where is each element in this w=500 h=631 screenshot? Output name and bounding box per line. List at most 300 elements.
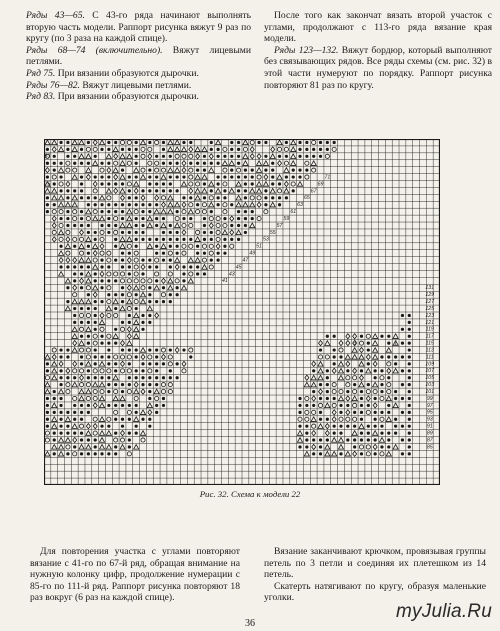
chart-symbol-triangle: [140, 299, 145, 304]
chart-symbol-dot: [346, 369, 349, 372]
chart-symbol-dot: [87, 369, 90, 372]
chart-symbol-diamond: [216, 244, 220, 249]
chart-symbol-triangle: [318, 375, 323, 380]
chart-symbol-triangle: [79, 140, 84, 145]
chart-symbol-dot: [73, 224, 76, 227]
chart-symbol-circle: [264, 210, 268, 214]
chart-symbol-dot: [73, 321, 76, 324]
chart-symbol-circle: [73, 396, 77, 400]
chart-symbol-circle: [277, 147, 281, 151]
chart-symbol-diamond: [121, 361, 125, 366]
chart-symbol-triangle: [99, 216, 104, 221]
chart-symbol-circle: [73, 452, 77, 456]
chart-symbol-circle: [86, 383, 90, 387]
chart-symbol-circle: [202, 203, 206, 207]
chart-symbol-triangle: [284, 168, 289, 173]
chart-symbol-dot: [251, 210, 254, 213]
chart-symbol-dot: [73, 279, 76, 282]
chart-symbol-dot: [94, 155, 97, 158]
chart-symbol-triangle: [99, 382, 104, 387]
chart-symbol-diamond: [278, 161, 282, 166]
chart-symbol-triangle: [93, 216, 98, 221]
row-number-label: 119: [425, 326, 434, 333]
chart-symbol-diamond: [366, 354, 370, 359]
chart-symbol-diamond: [100, 313, 104, 318]
chart-symbol-triangle: [263, 182, 268, 187]
chart-symbol-dot: [333, 432, 336, 435]
chart-symbol-circle: [223, 182, 227, 186]
chart-symbol-dot: [346, 438, 349, 441]
chart-symbol-dot: [162, 148, 165, 151]
chart-symbol-dot: [107, 224, 110, 227]
chart-symbol-triangle: [277, 140, 282, 145]
chart-symbol-circle: [127, 140, 131, 144]
chart-symbol-triangle: [304, 451, 309, 456]
chart-symbol-dot: [121, 210, 124, 213]
chart-symbol-dot: [114, 418, 117, 421]
chart-symbol-circle: [305, 175, 309, 179]
chart-symbol-dot: [360, 369, 363, 372]
chart-symbol-triangle: [338, 362, 343, 367]
chart-symbol-dot: [94, 321, 97, 324]
row-number-label: 89: [426, 430, 433, 437]
chart-symbol-triangle: [113, 168, 118, 173]
chart-symbol-dot: [312, 155, 315, 158]
chart-symbol-dot: [148, 376, 151, 379]
chart-symbol-circle: [120, 438, 124, 442]
chart-symbol-dot: [46, 362, 49, 365]
chart-symbol-triangle: [58, 251, 63, 256]
chart-symbol-triangle: [58, 202, 63, 207]
chart-symbol-circle: [79, 313, 83, 317]
chart-symbol-dot: [244, 196, 247, 199]
chart-symbol-dot: [135, 175, 138, 178]
chart-symbol-triangle: [79, 389, 84, 394]
chart-symbol-dot: [100, 335, 103, 338]
chart-symbol-dot: [128, 362, 131, 365]
chart-symbol-dot: [114, 245, 117, 248]
chart-symbol-dot: [353, 411, 356, 414]
chart-symbol-circle: [66, 445, 70, 449]
chart-symbol-circle: [366, 445, 370, 449]
chart-symbol-circle: [134, 272, 138, 276]
chart-symbol-dot: [59, 418, 62, 421]
paragraph-text: При вязании образуются дырочки.: [55, 67, 199, 79]
chart-symbol-dot: [367, 348, 370, 351]
chart-symbol-dot: [319, 411, 322, 414]
chart-symbol-dot: [312, 390, 315, 393]
chart-symbol-triangle: [332, 451, 337, 456]
chart-symbol-triangle: [134, 168, 139, 173]
chart-symbol-dot: [298, 148, 301, 151]
chart-symbol-dot: [203, 196, 206, 199]
chart-symbol-circle: [127, 452, 131, 456]
chart-symbol-circle: [120, 272, 124, 276]
chart-symbol-dot: [73, 432, 76, 435]
chart-symbol-dot: [80, 355, 83, 358]
chart-symbol-dot: [128, 404, 131, 407]
chart-symbol-diamond: [52, 147, 56, 152]
chart-symbol-triangle: [195, 175, 200, 180]
chart-symbol-dot: [135, 155, 138, 158]
chart-symbol-circle: [168, 389, 172, 393]
chart-symbol-dot: [100, 452, 103, 455]
chart-symbol-dot: [387, 438, 390, 441]
chart-symbol-dot: [135, 217, 138, 220]
chart-symbol-dot: [217, 182, 220, 185]
chart-symbol-dot: [210, 162, 213, 165]
chart-symbol-dot: [339, 432, 342, 435]
chart-symbol-circle: [107, 417, 111, 421]
chart-symbol-diamond: [73, 285, 77, 290]
chart-symbol-dot: [100, 175, 103, 178]
chart-symbol-diamond: [100, 271, 104, 276]
chart-symbol-dot: [53, 411, 56, 414]
chart-symbol-dot: [94, 196, 97, 199]
chart-symbol-dot: [182, 196, 185, 199]
chart-symbol-triangle: [325, 451, 330, 456]
chart-symbol-dot: [285, 141, 288, 144]
chart-symbol-dot: [278, 196, 281, 199]
chart-symbol-dot: [87, 293, 90, 296]
chart-symbol-triangle: [175, 147, 180, 152]
chart-symbol-circle: [359, 341, 363, 345]
chart-symbol-dot: [114, 342, 117, 345]
chart-symbol-dot: [339, 404, 342, 407]
chart-symbol-circle: [223, 210, 227, 214]
chart-symbol-dot: [141, 238, 144, 241]
chart-symbol-dot: [408, 404, 411, 407]
chart-symbol-triangle: [140, 431, 145, 436]
chart-symbol-triangle: [58, 272, 63, 277]
chart-symbol-triangle: [140, 410, 145, 415]
chart-symbol-dot: [394, 362, 397, 365]
chart-symbol-triangle: [65, 244, 70, 249]
chart-symbol-dot: [380, 383, 383, 386]
chart-symbol-dot: [203, 169, 206, 172]
chart-symbol-triangle: [106, 445, 111, 450]
chart-symbol-dot: [264, 169, 267, 172]
chart-symbol-dot: [141, 314, 144, 317]
chart-symbol-dot: [148, 175, 151, 178]
chart-symbol-dot: [73, 189, 76, 192]
chart-symbol-diamond: [134, 188, 138, 193]
chart-symbol-dot: [237, 210, 240, 213]
chart-symbol-triangle: [311, 161, 316, 166]
chart-symbol-triangle: [134, 285, 139, 290]
chart-symbol-dot: [346, 404, 349, 407]
chart-symbol-dot: [121, 286, 124, 289]
chart-symbol-triangle: [99, 431, 104, 436]
chart-symbol-triangle: [120, 244, 125, 249]
chart-symbol-dot: [107, 175, 110, 178]
chart-symbol-dot: [66, 155, 69, 158]
chart-symbol-diamond: [114, 154, 118, 159]
chart-symbol-dot: [59, 425, 62, 428]
chart-symbol-circle: [114, 355, 118, 359]
chart-symbol-dot: [353, 383, 356, 386]
chart-symbol-dot: [114, 383, 117, 386]
chart-symbol-circle: [100, 230, 104, 234]
chart-symbol-circle: [155, 396, 159, 400]
chart-symbol-triangle: [202, 189, 207, 194]
chart-symbol-dot: [155, 411, 158, 414]
chart-symbol-dot: [155, 383, 158, 386]
chart-symbol-dot: [53, 203, 56, 206]
chart-symbol-dot: [121, 383, 124, 386]
chart-symbol-dot: [230, 238, 233, 241]
chart-symbol-dot: [223, 252, 226, 255]
chart-symbol-dot: [394, 397, 397, 400]
chart-symbol-dot: [333, 335, 336, 338]
chart-symbol-dot: [87, 321, 90, 324]
chart-symbol-dot: [312, 438, 315, 441]
chart-symbol-dot: [59, 245, 62, 248]
chart-symbol-dot: [210, 210, 213, 213]
chart-symbol-dot: [230, 148, 233, 151]
chart-symbol-triangle: [161, 175, 166, 180]
chart-symbol-dot: [305, 425, 308, 428]
chart-symbol-dot: [374, 425, 377, 428]
chart-symbol-triangle: [72, 299, 77, 304]
chart-symbol-dot: [121, 182, 124, 185]
chart-symbol-dot: [128, 376, 131, 379]
chart-symbol-triangle: [256, 189, 261, 194]
chart-symbol-triangle: [58, 147, 63, 152]
chart-symbol-diamond: [312, 431, 316, 436]
chart-symbol-diamond: [175, 347, 179, 352]
chart-symbol-dot: [141, 210, 144, 213]
chart-symbol-dot: [135, 348, 138, 351]
chart-symbol-dot: [189, 355, 192, 358]
chart-symbol-dot: [148, 362, 151, 365]
chart-symbol-circle: [387, 389, 391, 393]
chart-symbol-dot: [169, 189, 172, 192]
chart-symbol-dot: [121, 293, 124, 296]
chart-symbol-circle: [73, 216, 77, 220]
chart-symbol-dot: [135, 162, 138, 165]
chart-symbol-circle: [120, 355, 124, 359]
chart-symbol-dot: [162, 259, 165, 262]
chart-symbol-diamond: [312, 444, 316, 449]
chart-symbol-dot: [148, 203, 151, 206]
chart-symbol-dot: [46, 404, 49, 407]
chart-symbol-triangle: [147, 244, 152, 249]
chart-symbol-diamond: [59, 361, 63, 366]
chart-symbol-dot: [312, 369, 315, 372]
chart-symbol-dot: [135, 411, 138, 414]
chart-symbol-dot: [360, 404, 363, 407]
chart-symbol-dot: [169, 182, 172, 185]
chart-symbol-dot: [128, 252, 131, 255]
row-number-label: 47: [242, 257, 249, 264]
chart-symbol-triangle: [366, 368, 371, 373]
chart-symbol-diamond: [134, 382, 138, 387]
chart-symbol-dot: [66, 425, 69, 428]
chart-symbol-dot: [148, 425, 151, 428]
chart-symbol-dot: [401, 369, 404, 372]
chart-symbol-triangle: [127, 223, 132, 228]
chart-symbol-diamond: [141, 264, 145, 269]
chart-symbol-triangle: [154, 389, 159, 394]
chart-symbol-dot: [73, 376, 76, 379]
chart-symbol-circle: [216, 237, 220, 241]
chart-symbol-circle: [380, 396, 384, 400]
chart-symbol-triangle: [134, 445, 139, 450]
chart-symbol-dot: [176, 293, 179, 296]
chart-symbol-triangle: [297, 438, 302, 443]
chart-symbol-dot: [162, 376, 165, 379]
chart-symbol-circle: [148, 161, 152, 165]
chart-symbol-dot: [73, 245, 76, 248]
chart-symbol-dot: [278, 203, 281, 206]
chart-symbol-dot: [339, 425, 342, 428]
chart-symbol-dot: [107, 279, 110, 282]
chart-symbol-circle: [346, 376, 350, 380]
chart-symbol-dot: [80, 175, 83, 178]
chart-symbol-dot: [162, 300, 165, 303]
chart-symbol-dot: [121, 265, 124, 268]
chart-symbol-triangle: [195, 195, 200, 200]
chart-symbol-dot: [401, 452, 404, 455]
chart-symbol-diamond: [155, 195, 159, 200]
chart-symbol-circle: [189, 203, 193, 207]
chart-symbol-circle: [380, 417, 384, 421]
chart-symbol-dot: [107, 348, 110, 351]
chart-symbol-circle: [114, 230, 118, 234]
chart-symbol-dot: [135, 404, 138, 407]
chart-symbol-dot: [135, 238, 138, 241]
chart-symbol-dot: [367, 438, 370, 441]
chart-symbol-triangle: [222, 230, 227, 235]
chart-symbol-dot: [217, 259, 220, 262]
chart-symbol-circle: [250, 140, 254, 144]
chart-symbol-dot: [203, 252, 206, 255]
chart-symbol-dot: [285, 155, 288, 158]
chart-symbol-triangle: [106, 306, 111, 311]
chart-symbol-dot: [73, 411, 76, 414]
chart-symbol-triangle: [311, 375, 316, 380]
chart-symbol-dot: [319, 452, 322, 455]
chart-symbol-dot: [73, 307, 76, 310]
chart-symbol-dot: [176, 376, 179, 379]
chart-symbol-circle: [93, 431, 97, 435]
chart-symbol-dot: [100, 210, 103, 213]
chart-symbol-dot: [298, 425, 301, 428]
chart-symbol-dot: [237, 155, 240, 158]
chart-symbol-circle: [134, 279, 138, 283]
chart-symbol-dot: [387, 404, 390, 407]
row-number-label: 113: [425, 347, 434, 354]
chart-symbol-triangle: [195, 258, 200, 263]
chart-symbol-circle: [100, 389, 104, 393]
chart-symbol-dot: [401, 328, 404, 331]
chart-symbol-dot: [94, 307, 97, 310]
row-number-label: 43: [228, 271, 235, 278]
chart-symbol-dot: [107, 231, 110, 234]
chart-symbol-triangle: [270, 189, 275, 194]
chart-symbol-dot: [196, 203, 199, 206]
chart-symbol-triangle: [393, 403, 398, 408]
chart-symbol-dot: [326, 335, 329, 338]
chart-symbol-triangle: [79, 258, 84, 263]
chart-symbol-dot: [394, 355, 397, 358]
chart-symbol-circle: [161, 168, 165, 172]
chart-symbol-dot: [189, 265, 192, 268]
chart-symbol-triangle: [147, 306, 152, 311]
chart-symbol-triangle: [134, 182, 139, 187]
chart-symbol-dot: [155, 182, 158, 185]
chart-symbol-triangle: [134, 389, 139, 394]
chart-symbol-dot: [87, 141, 90, 144]
chart-symbol-dot: [121, 418, 124, 421]
chart-symbol-triangle: [79, 445, 84, 450]
text-column-top-left: [26, 10, 251, 103]
chart-symbol-circle: [107, 196, 111, 200]
text-column-bottom-right: [264, 546, 486, 604]
chart-symbol-triangle: [188, 258, 193, 263]
chart-symbol-dot: [80, 182, 83, 185]
chart-symbol-circle: [73, 293, 77, 297]
chart-symbol-triangle: [93, 265, 98, 270]
row-number-label: 125: [425, 305, 435, 312]
chart-symbol-dot: [223, 217, 226, 220]
chart-symbol-dot: [367, 425, 370, 428]
chart-symbol-dot: [360, 411, 363, 414]
chart-symbol-circle: [312, 410, 316, 414]
chart-symbol-dot: [135, 148, 138, 151]
row-number-label: 67: [310, 188, 317, 195]
chart-symbol-diamond: [353, 334, 357, 339]
chart-symbol-triangle: [86, 272, 91, 277]
chart-symbol-dot: [128, 272, 131, 275]
chart-symbol-circle: [100, 168, 104, 172]
chart-symbol-dot: [182, 175, 185, 178]
chart-symbol-triangle: [338, 438, 343, 443]
chart-symbol-dot: [401, 355, 404, 358]
row-number-label: 57: [276, 222, 283, 229]
chart-symbol-circle: [59, 223, 63, 227]
chart-symbol-triangle: [250, 189, 255, 194]
chart-symbol-triangle: [359, 355, 364, 360]
chart-symbol-diamond: [52, 223, 56, 228]
chart-symbol-dot: [374, 397, 377, 400]
chart-symbol-triangle: [386, 417, 391, 422]
chart-symbol-dot: [155, 265, 158, 268]
chart-symbol-triangle: [229, 189, 234, 194]
chart-symbol-triangle: [338, 368, 343, 373]
chart-symbol-dot: [387, 335, 390, 338]
chart-symbol-dot: [169, 224, 172, 227]
chart-symbol-dot: [162, 155, 165, 158]
chart-symbol-circle: [141, 168, 145, 172]
chart-symbol-dot: [94, 300, 97, 303]
paragraph-text: Вяжут бордюр, который выполняют без связывающих рядов. Все ряды схемы (см. рис. 32) в этой части нумеруют по порядку. Раппорт рисунка повторяют 81 раз по кругу.: [264, 44, 492, 91]
chart-symbol-dot: [94, 238, 97, 241]
chart-symbol-dot: [298, 411, 301, 414]
chart-symbol-dot: [203, 272, 206, 275]
chart-symbol-triangle: [243, 154, 248, 159]
chart-symbol-circle: [100, 369, 104, 373]
chart-symbol-dot: [114, 259, 117, 262]
chart-symbol-triangle: [120, 445, 125, 450]
chart-symbol-circle: [209, 251, 213, 255]
chart-symbol-diamond: [353, 451, 357, 456]
chart-symbol-dot: [80, 452, 83, 455]
chart-symbol-dot: [107, 362, 110, 365]
chart-symbol-circle: [93, 389, 97, 393]
chart-symbol-dot: [374, 376, 377, 379]
